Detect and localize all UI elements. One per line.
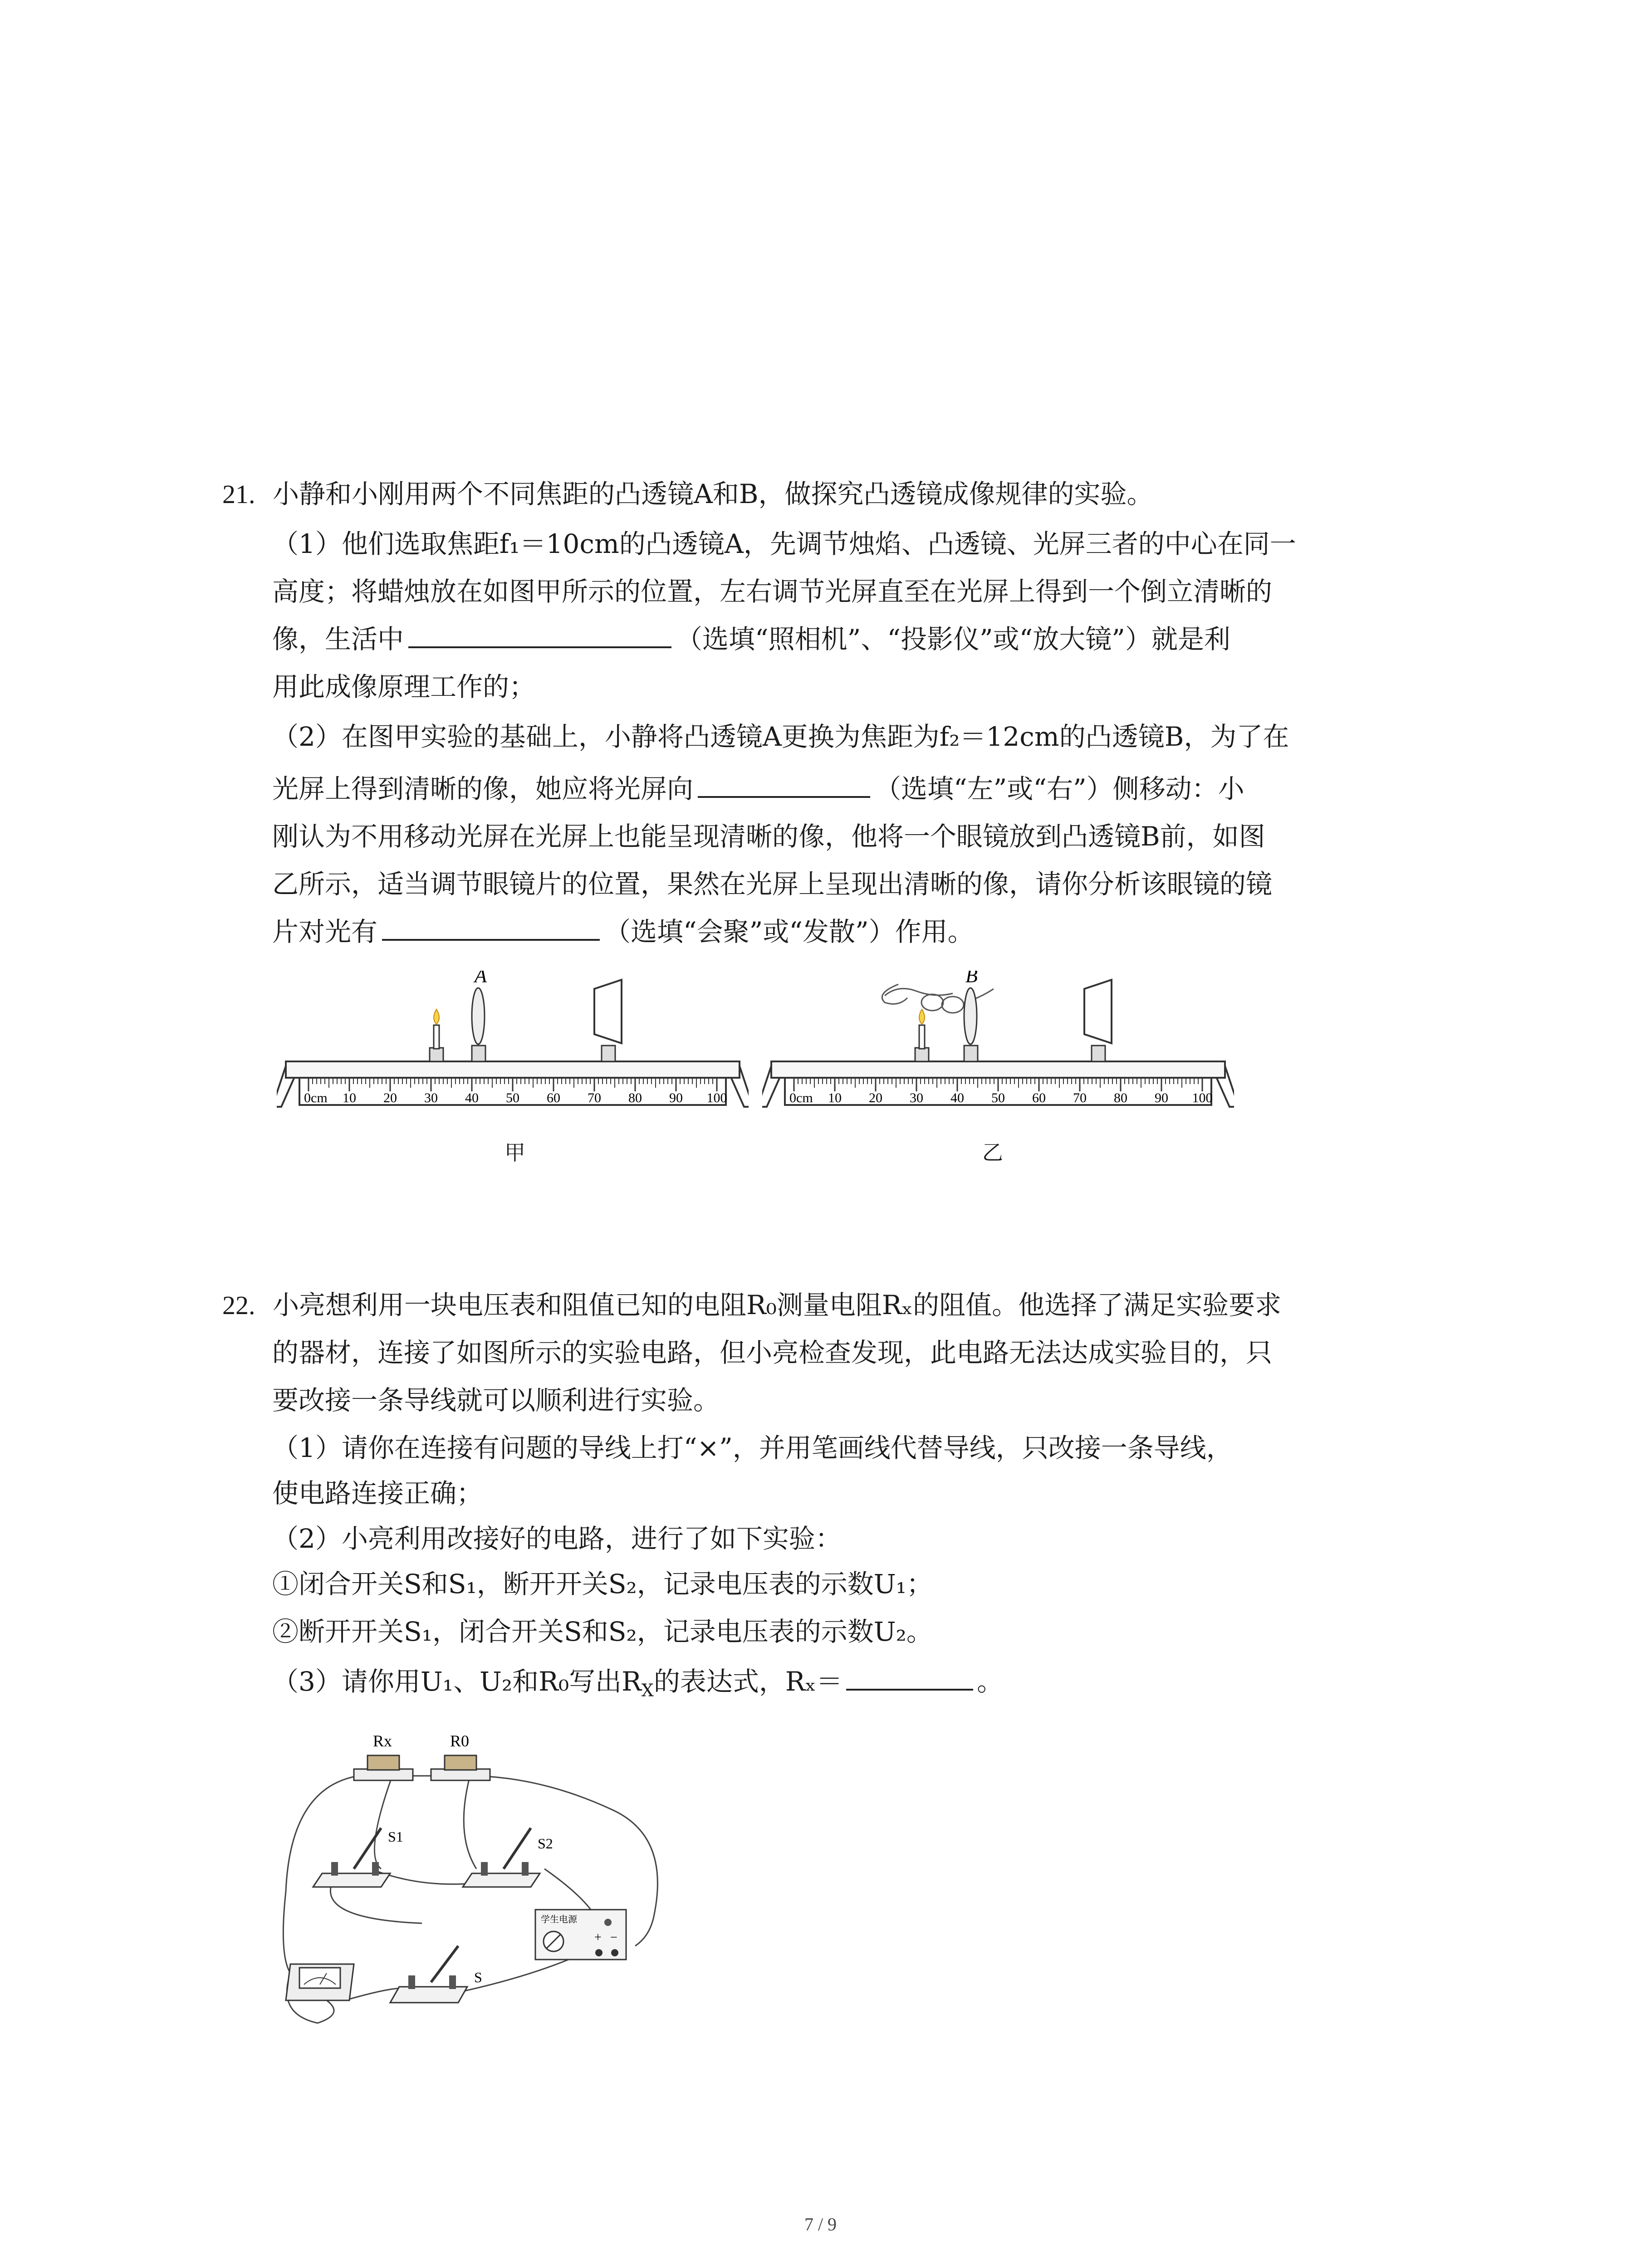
- page-number: 7 / 9: [804, 2214, 837, 2234]
- scale-label: 80: [1114, 1090, 1127, 1105]
- s1-label: S1: [388, 1828, 403, 1845]
- s-label: S: [474, 1969, 482, 1985]
- part3-start: （3）请你用U₁、U₂和R₀写出R: [272, 1666, 642, 1697]
- scale-label: 70: [1073, 1090, 1087, 1105]
- circuit-figure: [272, 1719, 681, 2032]
- part2-line5-start: 片对光有: [272, 916, 378, 947]
- scale-label: 50: [506, 1090, 519, 1105]
- scale-label: 40: [950, 1090, 964, 1105]
- light-screen: [594, 980, 622, 1061]
- part3-middle: 的表达式，Rₓ＝: [653, 1666, 843, 1697]
- scale-label: 0cm: [789, 1090, 813, 1105]
- question-stem-line3: 要改接一条导线就可以顺利进行实验。: [272, 1385, 720, 1416]
- switch-s: [390, 1946, 482, 2003]
- figure-yi: [762, 971, 1234, 1134]
- question-number: 21.: [222, 479, 255, 509]
- bench-rail: [771, 1061, 1225, 1078]
- lens-a: [472, 971, 487, 1061]
- lens-label: A: [475, 971, 487, 987]
- scale-label: 100: [1192, 1090, 1213, 1105]
- scale-label: 50: [991, 1090, 1005, 1105]
- scale-label: 80: [628, 1090, 642, 1105]
- scale-label: 0cm: [304, 1090, 328, 1105]
- question-stem-line2: 的器材，连接了如图所示的实验电路，但小亮检查发现，此电路无法达成实验目的，只: [272, 1337, 1273, 1368]
- step-1: ①闭合开关S和S₁，断开开关S₂，记录电压表的示数U₁；: [272, 1569, 933, 1599]
- part2-line1: （2）小亮利用改接好的电路，进行了如下实验：: [272, 1523, 842, 1554]
- optical-bench-jia: [277, 971, 749, 1134]
- voltmeter: [286, 1964, 354, 2000]
- part1-line1: （1）请你在连接有问题的导线上打“×”，并用笔画线代替导线，只改接一条导线，: [272, 1432, 1233, 1463]
- lens-label: B: [965, 971, 978, 987]
- r0-label: R0: [450, 1732, 470, 1750]
- part1-line4: 用此成像原理工作的；: [272, 671, 536, 702]
- part1-line3-end: （选填“照相机”、“投影仪”或“放大镜”）就是利: [676, 624, 1230, 655]
- circuit-diagram: [272, 1719, 681, 2032]
- scale-label: 60: [547, 1090, 560, 1105]
- scale-label: 30: [424, 1090, 438, 1105]
- part1-line2: 使电路连接正确；: [272, 1478, 483, 1509]
- resistor-r0: [431, 1732, 490, 1780]
- scale-label: 10: [343, 1090, 356, 1105]
- scale-label: 90: [1155, 1090, 1168, 1105]
- question-stem-line1: 小亮想利用一块电压表和阻值已知的电阻R₀测量电阻Rₓ的阻值。他选择了满足实验要求: [272, 1290, 1282, 1320]
- answer-blank-3[interactable]: [382, 938, 600, 941]
- rx-label: Rx: [373, 1732, 392, 1750]
- candle: [915, 1009, 929, 1061]
- switch-s1: [313, 1828, 403, 1887]
- question-stem: 小静和小刚用两个不同焦距的凸透镜A和B，做探究凸透镜成像规律的实验。: [272, 479, 1153, 509]
- candle: [430, 1009, 443, 1061]
- answer-blank-4[interactable]: [846, 1688, 973, 1691]
- part3-end: 。: [977, 1666, 1004, 1697]
- part2-line3: 刚认为不用移动光屏在光屏上也能呈现清晰的像，他将一个眼镜放到凸透镜B前，如图: [272, 821, 1265, 852]
- scale-label: 90: [669, 1090, 683, 1105]
- lens-b: [964, 971, 978, 1061]
- part2-line5-end: （选填“会聚”或“发散”）作用。: [604, 916, 974, 947]
- minus-terminal-label: −: [610, 1931, 617, 1945]
- part2-line1: （2）在图甲实验的基础上，小静将凸透镜A更换为焦距为f₂＝12cm的凸透镜B，为了在: [272, 721, 1289, 752]
- scale-label: 60: [1032, 1090, 1046, 1105]
- bench-rail: [286, 1061, 740, 1078]
- scale-label: 10: [828, 1090, 842, 1105]
- power-supply: [535, 1910, 626, 1960]
- scale-label: 70: [588, 1090, 601, 1105]
- scale-label: 40: [465, 1090, 479, 1105]
- answer-blank-1[interactable]: [408, 646, 671, 648]
- figure-caption-jia: 甲: [505, 1140, 525, 1165]
- question-number: 22.: [222, 1290, 255, 1320]
- scale-label: 30: [910, 1090, 923, 1105]
- switch-s2: [463, 1828, 553, 1887]
- scale-label: 20: [869, 1090, 882, 1105]
- optical-bench-yi: [762, 971, 1234, 1134]
- part1-line2: 高度；将蜡烛放在如图甲所示的位置，左右调节光屏直至在光屏上得到一个倒立清晰的: [272, 576, 1273, 607]
- step-2: ②断开开关S₁，闭合开关S和S₂，记录电压表的示数U₂。: [272, 1616, 933, 1647]
- scale-label: 20: [383, 1090, 397, 1105]
- power-supply-label: 学生电源: [541, 1915, 577, 1925]
- s2-label: S2: [538, 1835, 553, 1852]
- part1-line1: （1）他们选取焦距f₁＝10cm的凸透镜A，先调节烛焰、凸透镜、光屏三者的中心在同一: [272, 528, 1296, 559]
- plus-terminal-label: +: [594, 1931, 602, 1945]
- figure-jia: [277, 971, 749, 1134]
- part2-line2-end: （选填“左”或“右”）侧移动：小: [875, 773, 1244, 804]
- light-screen: [1084, 980, 1112, 1061]
- part2-line4: 乙所示，适当调节眼镜片的位置，果然在光屏上呈现出清晰的像，请你分析该眼镜的镜: [272, 869, 1273, 899]
- figure-caption-yi: 乙: [982, 1140, 1003, 1165]
- part1-line3-start: 像，生活中: [272, 624, 404, 655]
- part2-line2-start: 光屏上得到清晰的像，她应将光屏向: [272, 773, 694, 804]
- part3-subscript: X: [641, 1680, 654, 1701]
- scale-label: 100: [706, 1090, 727, 1105]
- resistor-rx: [354, 1732, 413, 1780]
- answer-blank-2[interactable]: [698, 796, 870, 798]
